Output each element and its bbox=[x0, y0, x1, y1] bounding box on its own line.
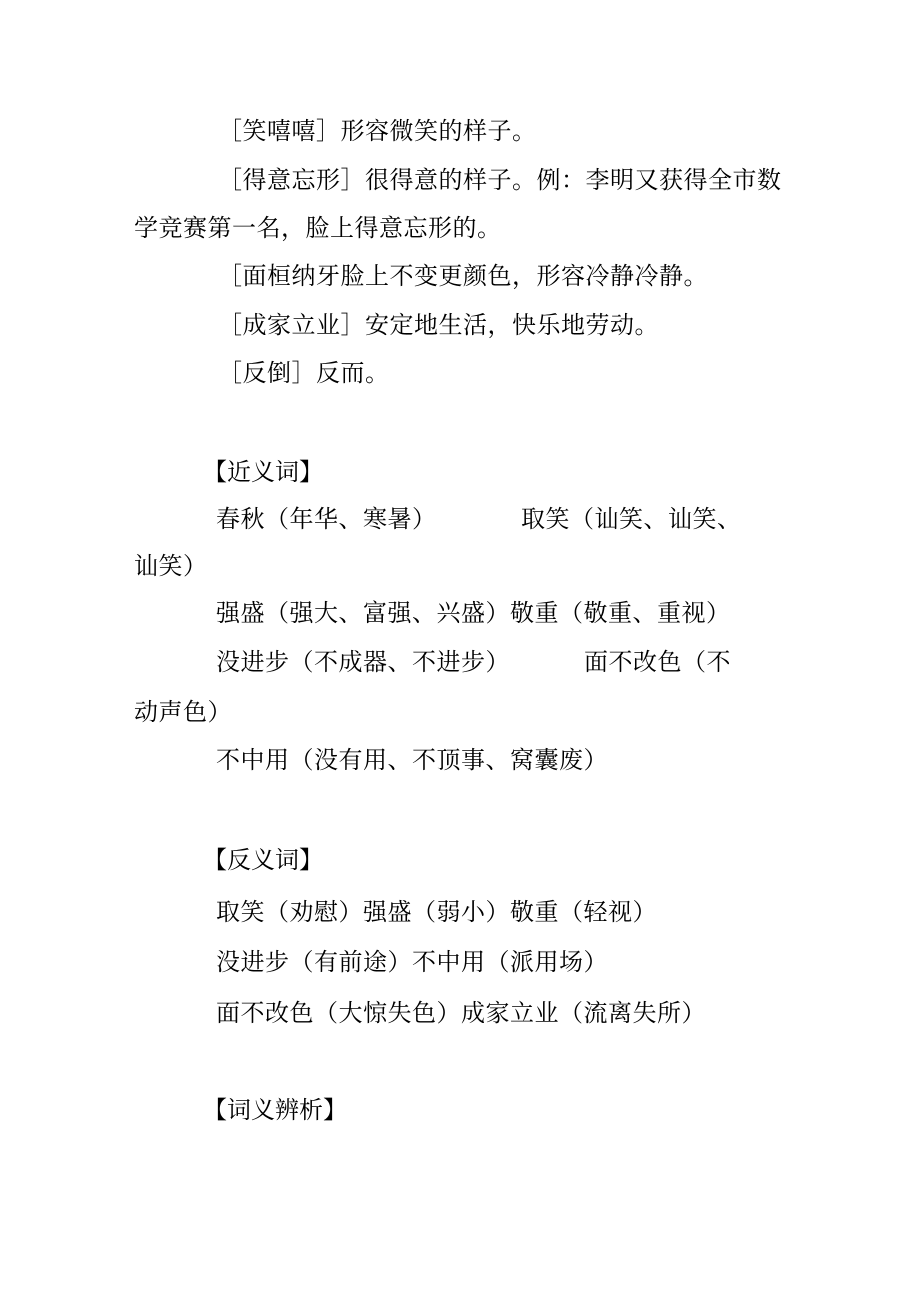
synonym-line: 强盛（强大、富强、兴盛）敬重（敬重、重视） bbox=[216, 599, 731, 627]
antonyms-heading: 【反义词】 bbox=[203, 846, 323, 874]
analysis-heading: 【词义辨析】 bbox=[203, 1096, 347, 1124]
definition-line: ［得意忘形］很得意的样子。例：李明又获得全市数 bbox=[218, 166, 782, 194]
antonym-line: 没进步（有前途）不中用（派用场） bbox=[216, 948, 608, 976]
synonyms-heading: 【近义词】 bbox=[203, 458, 323, 486]
definition-line: 学竞赛第一名，脸上得意忘形的。 bbox=[134, 214, 502, 242]
definition-line: ［笑嘻嘻］形容微笑的样子。 bbox=[218, 117, 537, 145]
synonym-line: 不中用（没有用、不顶事、窝囊废） bbox=[216, 746, 608, 774]
synonym-line: 取笑（讪笑、讪笑、 bbox=[521, 505, 742, 533]
definition-line: ［反倒］反而。 bbox=[218, 359, 390, 387]
antonym-line: 面不改色（大惊失色）成家立业（流离失所） bbox=[216, 999, 706, 1027]
antonym-line: 取笑（劝慰）强盛（弱小）敬重（轻视） bbox=[216, 898, 657, 926]
synonym-line: 面不改色（不 bbox=[584, 648, 731, 676]
synonym-line: 动声色） bbox=[134, 698, 232, 726]
synonym-line: 春秋（年华、寒暑） bbox=[216, 505, 437, 533]
definition-line: ［成家立业］安定地生活，快乐地劳动。 bbox=[218, 311, 659, 339]
synonym-line: 讪笑） bbox=[134, 552, 208, 580]
synonym-line: 没进步（不成器、不进步） bbox=[216, 648, 510, 676]
definition-line: ［面桓纳牙脸上不变更颜色，形容冷静冷静。 bbox=[218, 262, 708, 290]
